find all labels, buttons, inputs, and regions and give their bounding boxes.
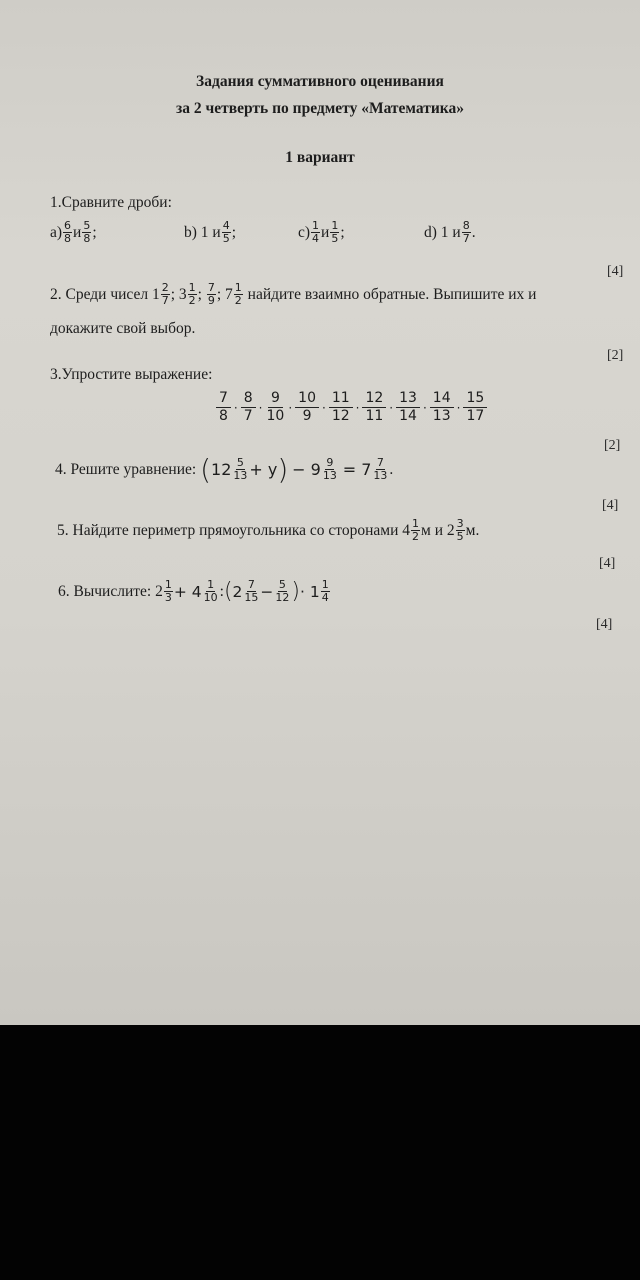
q3-score: [2] (604, 438, 621, 453)
q6-colon: : (219, 582, 224, 600)
q2-prefix: 2. Среди чисел (50, 285, 149, 303)
multiply-dot: · (389, 400, 394, 415)
q6-minus: − (260, 582, 274, 601)
q3-text: 3.Упростите выражение: (50, 366, 213, 383)
fraction: $\frac{9}{10}$ (266, 390, 285, 424)
q4-end: . (389, 460, 394, 478)
q6-multiply: · 1 (300, 582, 320, 601)
q4-score: [4] (602, 498, 619, 513)
q1a-end: ; (92, 223, 97, 241)
q2-line-2: докажите свой выбор. (50, 320, 196, 337)
q5-text (57, 518, 479, 543)
separator: ; (216, 285, 222, 303)
q1d-end: . (471, 223, 476, 241)
fraction: $\frac{7}{15}$ (244, 578, 259, 604)
fraction: $\frac{5}{12}$ (275, 578, 290, 604)
q1a-and: и (73, 223, 82, 241)
q2-n1-whole: 1 (151, 285, 160, 303)
q4-minus: − 9 (292, 460, 321, 479)
q5-prefix: 5. Найдите периметр прямоугольника со сторонами 4 (57, 521, 411, 539)
q1-score: [4] (607, 264, 624, 279)
fraction: $\frac{1}{2}$ (234, 281, 242, 307)
fraction: $\frac{5}{13}$ (233, 456, 248, 482)
q1c-and: и (321, 223, 330, 241)
multiply-dot: · (288, 400, 293, 415)
fraction: $\frac{12}{11}$ (362, 390, 386, 425)
q1b-label: b) 1 и (184, 223, 221, 241)
title-line-2: за 2 четверть по предмету «Математика» (176, 100, 464, 117)
q1-text: 1.Сравните дроби: (50, 194, 172, 211)
q4-equation (55, 453, 393, 486)
fraction: $\frac{7}{13}$ (373, 456, 388, 482)
q1-part-c (298, 220, 345, 245)
fraction: $\frac{5}{8}$ (83, 219, 91, 245)
q5-mid: м и 2 (421, 521, 455, 539)
fraction: $\frac{1}{4}$ (312, 219, 320, 245)
q4-prefix: 4. Решите уравнение: (55, 460, 197, 478)
fraction: $\frac{10}{9}$ (295, 390, 319, 425)
q2-suffix: найдите взаимно обратные. Выпишите их и (247, 285, 537, 303)
multiply-dot: · (456, 400, 461, 415)
multiply-dot: · (258, 400, 263, 415)
fraction: $\frac{1}{10}$ (203, 578, 218, 604)
open-paren: ( (200, 453, 212, 486)
fraction: $\frac{7}{8}$ (216, 390, 231, 425)
fraction: $\frac{6}{8}$ (64, 219, 72, 245)
q6-prefix: 6. Вычислите: 2 (58, 582, 163, 600)
q4-plus-y: + y (249, 460, 278, 479)
q6-expression (58, 579, 331, 604)
separator: ; (197, 285, 202, 303)
q1d-label: d) 1 и (424, 223, 461, 241)
fraction: $\frac{8}{7}$ (462, 219, 470, 245)
fraction: $\frac{2}{7}$ (161, 281, 169, 307)
q6-whole: 2 (232, 582, 243, 601)
fraction: $\frac{15}{17}$ (463, 390, 487, 425)
multiply-dot: · (355, 400, 360, 415)
q1-part-a (50, 220, 97, 245)
multiply-dot: · (422, 400, 427, 415)
q2-score: [2] (607, 348, 624, 363)
fraction: $\frac{13}{14}$ (396, 390, 420, 425)
q5-end: м. (465, 521, 480, 539)
multiply-dot: · (321, 400, 326, 415)
dark-background (0, 1025, 640, 1280)
fraction: $\frac{11}{12}$ (329, 390, 353, 425)
q4-equals: = 7 (342, 460, 372, 479)
q6-score: [4] (596, 617, 613, 632)
variant-label: 1 вариант (285, 149, 355, 166)
separator: ; (170, 285, 176, 303)
q2-n4-whole: 7 (225, 285, 233, 303)
multiply-dot: · (233, 400, 238, 415)
fraction: $\frac{1}{3}$ (164, 578, 172, 604)
q6-plus: + 4 (173, 582, 202, 601)
q2-line-1 (50, 282, 536, 307)
q1c-end: ; (340, 223, 345, 241)
q4-whole: 12 (211, 460, 232, 479)
q1c-label: c) (298, 223, 311, 241)
q5-score: [4] (599, 556, 616, 571)
open-paren: ( (223, 579, 233, 604)
fraction: $\frac{7}{9}$ (207, 281, 215, 307)
fraction: $\frac{14}{13}$ (430, 390, 454, 425)
q1a-label: a) (50, 223, 63, 241)
fraction: $\frac{1}{5}$ (331, 219, 339, 245)
fraction: $\frac{4}{5}$ (222, 219, 230, 245)
close-paren: ) (277, 453, 289, 486)
fraction: $\frac{9}{13}$ (322, 456, 337, 482)
q1b-end: ; (231, 223, 237, 241)
q3-expression (214, 390, 489, 425)
fraction: $\frac{1}{2}$ (188, 281, 196, 307)
title-line-1: Задания суммативного оценивания (196, 73, 444, 90)
close-paren: ) (291, 579, 300, 604)
fraction: $\frac{1}{2}$ (412, 517, 420, 543)
q1-part-b (184, 220, 236, 245)
fraction: $\frac{8}{7}$ (241, 390, 256, 425)
q1-part-d (424, 220, 476, 245)
fraction: $\frac{3}{5}$ (456, 517, 464, 543)
q2-n2-whole: 3 (178, 285, 187, 303)
fraction: $\frac{1}{4}$ (321, 578, 329, 604)
